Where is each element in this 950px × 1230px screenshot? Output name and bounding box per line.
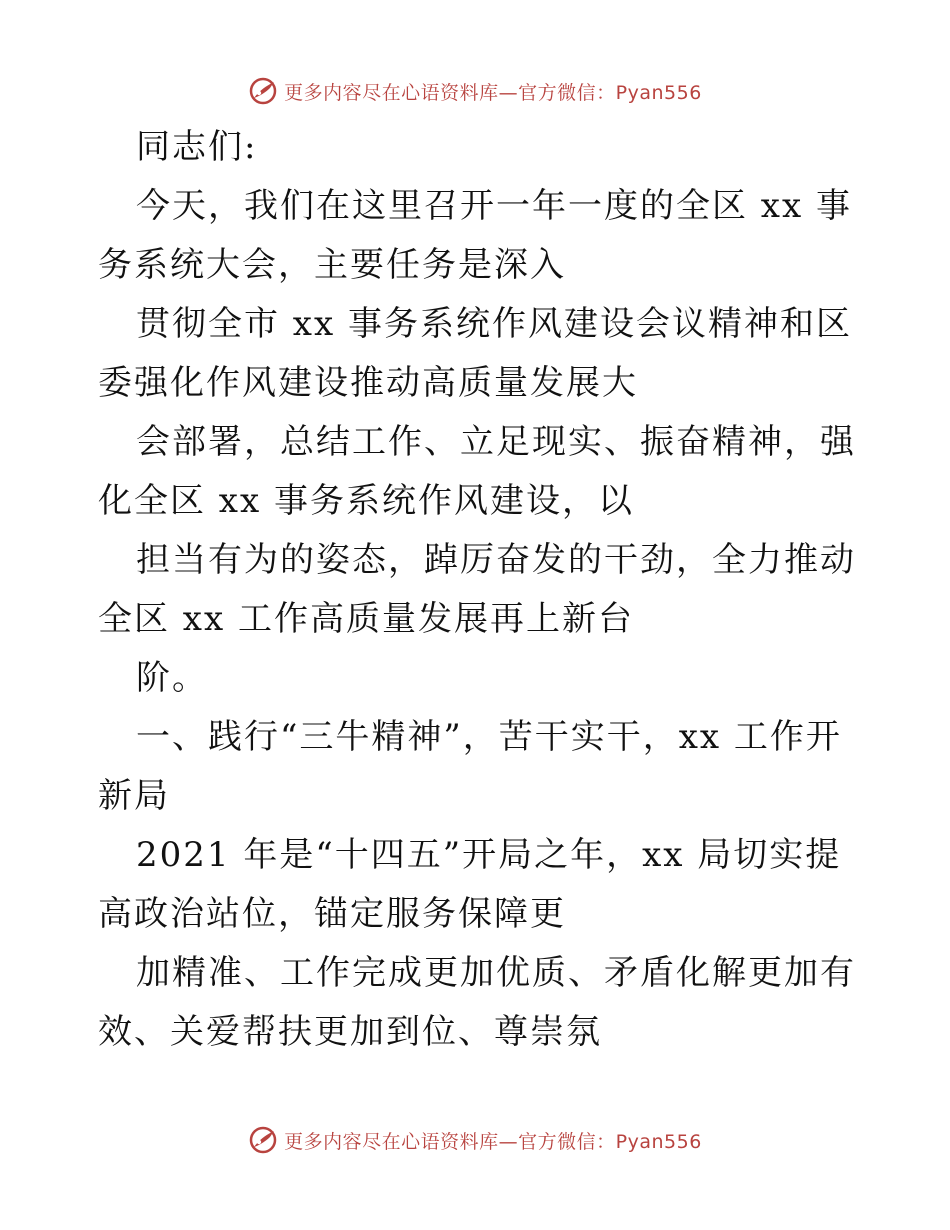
header-banner — [0, 71, 950, 111]
brush-logo-icon — [248, 1125, 278, 1155]
paragraph: 担当有为的姿态，踔厉奋发的干劲，全力推动全区 xx 工作高质量发展再上新台 — [98, 540, 856, 639]
paragraph: 今天，我们在这里召开一年一度的全区 xx 事务系统大会，主要任务是深入 — [98, 186, 852, 285]
paragraph: 贯彻全市 xx 事务系统作风建设会议精神和区委强化作风建设推动高质量发展大 — [98, 304, 852, 403]
document-body — [98, 118, 858, 1062]
header-banner-text: 更多内容尽在心语资料库—官方微信：Pyan556 — [284, 81, 702, 104]
footer-banner-text: 更多内容尽在心语资料库—官方微信：Pyan556 — [284, 1130, 702, 1153]
paragraph: 同志们: — [136, 127, 258, 167]
paragraph: 阶。 — [136, 658, 208, 698]
paragraph: 2021 年是“十四五”开局之年，xx 局切实提高政治站位，锚定服务保障更 — [98, 835, 842, 934]
footer-banner — [0, 1120, 950, 1160]
section-heading: 一、践行“三牛精神”，苦干实干，xx 工作开新局 — [98, 717, 842, 816]
paragraph: 会部署，总结工作、立足现实、振奋精神，强化全区 xx 事务系统作风建设，以 — [98, 422, 856, 521]
brush-logo-icon — [248, 76, 278, 106]
paragraph: 加精准、工作完成更加优质、矛盾化解更加有效、关爱帮扶更加到位、尊崇氛 — [98, 953, 856, 1052]
